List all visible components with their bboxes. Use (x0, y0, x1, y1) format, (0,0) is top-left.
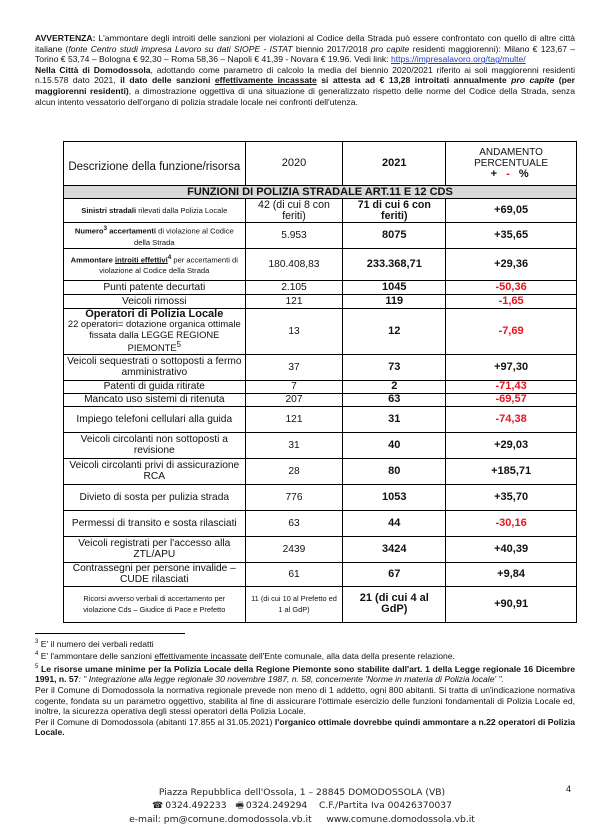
row-value-2020: 61 (245, 562, 343, 586)
row-description: Mancato uso sistemi di ritenuta (64, 393, 246, 406)
page-number: 4 (566, 784, 572, 794)
row-percent-change: +40,39 (446, 536, 577, 562)
optimal-staff-paragraph: Per il Comune di Domodossola (abitanti 17.855 al 31.05.2021) l'organico ottimale dovrebbe quindi ammontare a n.22 operatori di Polizia Locale. (35, 716, 575, 738)
row-value-2020: 28 (245, 458, 343, 484)
footer-web (0, 813, 604, 826)
section-title: FUNZIONI DI POLIZIA STRADALE ART.11 E 12 CDS (64, 186, 577, 199)
table-row (64, 484, 577, 510)
row-value-2020: 121 (245, 406, 343, 432)
row-description: Ammontare introiti effettivi$^4$ per accertamenti di violazione al Codice della Strada (64, 248, 246, 280)
trend-signs: + - % (490, 168, 532, 180)
row-value-2021: 63 (343, 393, 446, 406)
row-value-2020: 31 (245, 432, 343, 458)
footer-contacts: ☎ 0324.492233 🖷 0324.249294 C.F./Partita Iva 00426370037 (152, 800, 452, 811)
row-percent-change: -69,57 (446, 393, 577, 406)
row-percent-change: -50,36 (446, 280, 577, 294)
row-value-2021: 21 (di cui 4 al GdP) (343, 586, 446, 622)
row-description: Divieto di sosta per pulizia strada (64, 484, 246, 510)
warning-paragraph: AVVERTENZA: L'ammontare degli introiti delle sanzioni per violazioni al Codice della Strada può essere confrontato con quello di altre città italiane (fonte Centro studi impresa Lavoro su dati SIOPE - ISTAT biennio 2017/2018 pro capite residenti maggiorenni): Milano € 123,67 – Torino € 53,74 – Bologna € 92,30 – Roma 58,36 – Napoli € 41,39 - Novara € 19.96. Vedi link: https://impresalavoro.org/tag/multe/ (35, 33, 576, 65)
row-description: Punti patente decurtati (64, 280, 246, 294)
row-value-2020: 63 (245, 510, 343, 536)
header-trend: ANDAMENTO PERCENTUALE + - % (446, 142, 577, 186)
row-percent-change: +35,65 (446, 223, 577, 249)
row-value-2020: 11 (di cui 10 al Prefetto ed 1 al GdP) (245, 586, 343, 622)
row-percent-change: +29,03 (446, 432, 577, 458)
row-percent-change: -7,69 (446, 308, 577, 354)
row-value-2020: 121 (245, 294, 343, 308)
row-description: Veicoli sequestrati o sottoposti a fermo amministrativo (64, 354, 246, 380)
row-description: Patenti di guida ritirate (64, 380, 246, 393)
row-value-2021: 71 di cui 6 con feriti) (343, 199, 446, 223)
table-row (64, 280, 577, 294)
table-row (64, 458, 577, 484)
row-percent-change: +9,84 (446, 562, 577, 586)
row-value-2021: 67 (343, 562, 446, 586)
row-description: Veicoli registrati per l'accesso alla ZTL/APU (64, 536, 246, 562)
row-value-2020: 207 (245, 393, 343, 406)
row-value-2020: 5.953 (245, 223, 343, 249)
row-percent-change: -71,43 (446, 380, 577, 393)
row-description: Veicoli circolanti non sottoposti a revisione (64, 432, 246, 458)
row-description: Sinistri stradali rilevati dalla Polizia Locale (64, 199, 246, 223)
footnote-4: $^4$ E' l'ammontare delle sanzioni effettivamente incassate dell'Ente comunale, alla data della presente relazione. (35, 651, 455, 662)
row-description: Numero$^3$ accertamenti di violazione al Codice della Strada (64, 223, 246, 249)
row-value-2021: 3424 (343, 536, 446, 562)
header-description: Descrizione della funzione/risorsa (64, 142, 246, 186)
table-row (64, 294, 577, 308)
row-percent-change: +35,70 (446, 484, 577, 510)
row-description: Impiego telefoni cellulari alla guida (64, 406, 246, 432)
table-row (64, 406, 577, 432)
row-percent-change: +29,36 (446, 248, 577, 280)
table-header-row (64, 142, 577, 186)
footer-website[interactable]: www.comune.domodossola.vb.it (326, 814, 475, 825)
letterhead-footer (0, 786, 604, 826)
row-description: Contrassegni per persone invalide – CUDE rilasciati (64, 562, 246, 586)
table-row (64, 199, 577, 223)
table-row (64, 223, 577, 249)
row-percent-change: +69,05 (446, 199, 577, 223)
row-value-2020: 37 (245, 354, 343, 380)
row-value-2020: 42 (di cui 8 con feriti) (245, 199, 343, 223)
row-percent-change: -74,38 (446, 406, 577, 432)
footnote-3: $^3$ E' il numero dei verbali redatti (35, 638, 154, 649)
impresalavoro-link[interactable]: https://impresalavoro.org/tag/multe/ (390, 54, 526, 65)
footnotes (35, 633, 575, 738)
row-value-2021: 40 (343, 432, 446, 458)
header-2020: 2020 (245, 142, 343, 186)
fax-icon: 🖷 (235, 801, 244, 811)
table-row (64, 354, 577, 380)
row-value-2021: 44 (343, 510, 446, 536)
table-row (64, 536, 577, 562)
row-percent-change: +185,71 (446, 458, 577, 484)
row-percent-change: +97,30 (446, 354, 577, 380)
row-value-2020: 2.105 (245, 280, 343, 294)
section-row (64, 186, 577, 199)
row-value-2020: 2439 (245, 536, 343, 562)
intro-text (35, 33, 575, 107)
row-percent-change: +90,91 (446, 586, 577, 622)
row-description: Operatori di Polizia Locale 22 operatori= dotazione organica ottimale fissata dalla LEGGE REGIONE PIEMONTE$^5$ (64, 308, 246, 354)
table-row (64, 380, 577, 393)
footer-address: Piazza Repubblica dell'Ossola, 1 – 28845 DOMODOSSOLA (VB) (158, 787, 446, 798)
row-value-2020: 13 (245, 308, 343, 354)
row-value-2021: 80 (343, 458, 446, 484)
table-row (64, 393, 577, 406)
row-percent-change: -30,16 (446, 510, 577, 536)
row-value-2021: 31 (343, 406, 446, 432)
row-description: Ricorsi avverso verbali di accertamento per violazione Cds – Giudice di Pace e Prefetto (64, 586, 246, 622)
domodossola-paragraph: Nella Città di Domodossola, adottando come parametro di calcolo la media del biennio 2020/2021 riferito ai soli maggiorenni residenti n.15.578 dato 2021, il dato delle sanzioni effettivamente incassate si attesta ad € 13,28 introitati annualmente pro capite (per maggiorenni residenti), a dimostrazione oggettiva di una situazione di generalizzato rispetto delle norme del Codice della Strada, senza alcun intento vessatorio dell'organo di polizia stradale locale nei confronti dell'utenza. (35, 64, 576, 107)
row-value-2020: 7 (245, 380, 343, 393)
row-value-2021: 233.368,71 (343, 248, 446, 280)
row-value-2020: 180.408,83 (245, 248, 343, 280)
row-value-2020: 776 (245, 484, 343, 510)
row-value-2021: 8075 (343, 223, 446, 249)
row-percent-change: -1,65 (446, 294, 577, 308)
row-description: Permessi di transito e sosta rilasciati (64, 510, 246, 536)
table-row (64, 562, 577, 586)
row-value-2021: 2 (343, 380, 446, 393)
footnote-rule (35, 633, 185, 634)
table-row (64, 586, 577, 622)
regional-norm-paragraph: Per il Comune di Domodossola la normativa regionale prevede non meno di 1 addetto, ogni 800 abitanti. Si tratta di un'indicazione normativa cogente, fondata su un parametro oggettivo, stabilita al fine di assicurare l'ottimale esercizio delle funzioni fondamentali di Polizia Locale ed, inoltre, la sicurezza operativa degli stessi operatori della Polizia Locale. (35, 684, 575, 717)
footer-email[interactable]: e-mail: pm@comune.domodossola.vb.it (129, 814, 312, 825)
header-2021: 2021 (343, 142, 446, 186)
statistics-table (63, 141, 577, 623)
table-row (64, 510, 577, 536)
table-body (64, 199, 577, 623)
row-value-2021: 12 (343, 308, 446, 354)
phone-icon: ☎ (152, 801, 164, 811)
row-value-2021: 1045 (343, 280, 446, 294)
table-row (64, 308, 577, 354)
row-value-2021: 119 (343, 294, 446, 308)
table-row (64, 248, 577, 280)
table-row (64, 432, 577, 458)
row-value-2021: 1053 (343, 484, 446, 510)
row-description: Veicoli circolanti privi di assicurazione RCA (64, 458, 246, 484)
footnote-5: $^5$ Le risorse umane minime per la Polizia Locale della Regione Piemonte sono stabilite dall'art. 1 della Legge regionale 16 Dicembre 1991, n. 57: " Integrazione alla legge regionale 30 novembre 1987, n. 58, concernente 'Norme in materia di Polizia locale' ". (35, 663, 575, 685)
row-value-2021: 73 (343, 354, 446, 380)
row-description: Veicoli rimossi (64, 294, 246, 308)
